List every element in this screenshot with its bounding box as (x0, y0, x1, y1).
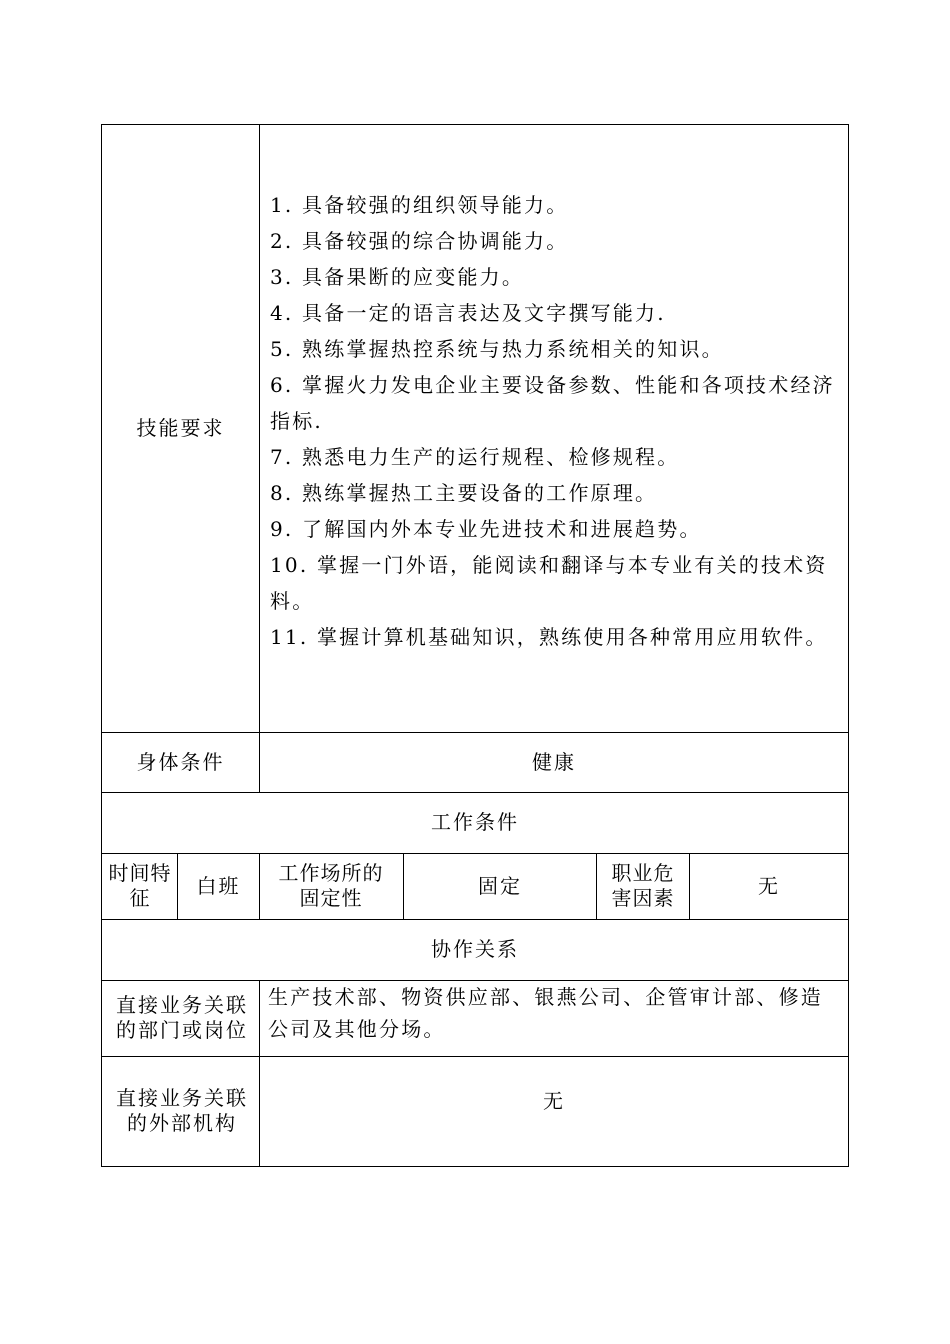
list-item: 9. 了解国内外本专业先进技术和进展趋势。 (270, 517, 702, 541)
list-item: 8. 熟练掌握热工主要设备的工作原理。 (270, 481, 658, 505)
internal-relations-value: 生产技术部、物资供应部、银燕公司、企管审计部、修造公司及其他分场。 (268, 985, 823, 1041)
hazard-label: 职业危害因素 (611, 861, 675, 910)
hazard-value: 无 (758, 873, 780, 898)
list-item: 11. 掌握计算机基础知识，熟练使用各种常用应用软件。 (270, 625, 828, 649)
place-label: 工作场所的固定性 (278, 861, 384, 910)
time-value: 白班 (196, 873, 241, 898)
time-label: 时间特征 (108, 861, 172, 910)
skills-list (270, 187, 844, 655)
list-item: 7. 熟悉电力生产的运行规程、检修规程。 (270, 445, 680, 469)
list-item: 4. 具备一定的语言表达及文字撰写能力. (270, 301, 666, 325)
column-divider (596, 853, 597, 919)
physical-value: 健康 (532, 749, 576, 774)
list-item: 1. 具备较强的组织领导能力。 (270, 193, 569, 217)
collaboration-header: 协作关系 (431, 937, 519, 961)
list-item: 6. 掌握火力发电企业主要设备参数、性能和各项技术经济指标. (270, 373, 835, 433)
column-divider (259, 853, 260, 919)
place-value: 固定 (478, 873, 522, 898)
list-item: 3. 具备果断的应变能力。 (270, 265, 525, 289)
skills-label: 技能要求 (136, 416, 225, 440)
work-conditions-header: 工作条件 (431, 810, 519, 834)
list-item: 10. 掌握一门外语，能阅读和翻译与本专业有关的技术资料。 (270, 553, 828, 613)
job-requirements-table (101, 124, 849, 1167)
internal-relations-label: 直接业务关联的部门或岗位 (116, 993, 248, 1042)
external-relations-label: 直接业务关联的外部机构 (116, 1086, 248, 1135)
column-divider (259, 125, 260, 732)
list-item: 5. 熟练掌握热控系统与热力系统相关的知识。 (270, 337, 724, 361)
list-item: 2. 具备较强的综合协调能力。 (270, 229, 569, 253)
physical-label: 身体条件 (136, 749, 225, 774)
external-relations-value: 无 (543, 1088, 565, 1113)
